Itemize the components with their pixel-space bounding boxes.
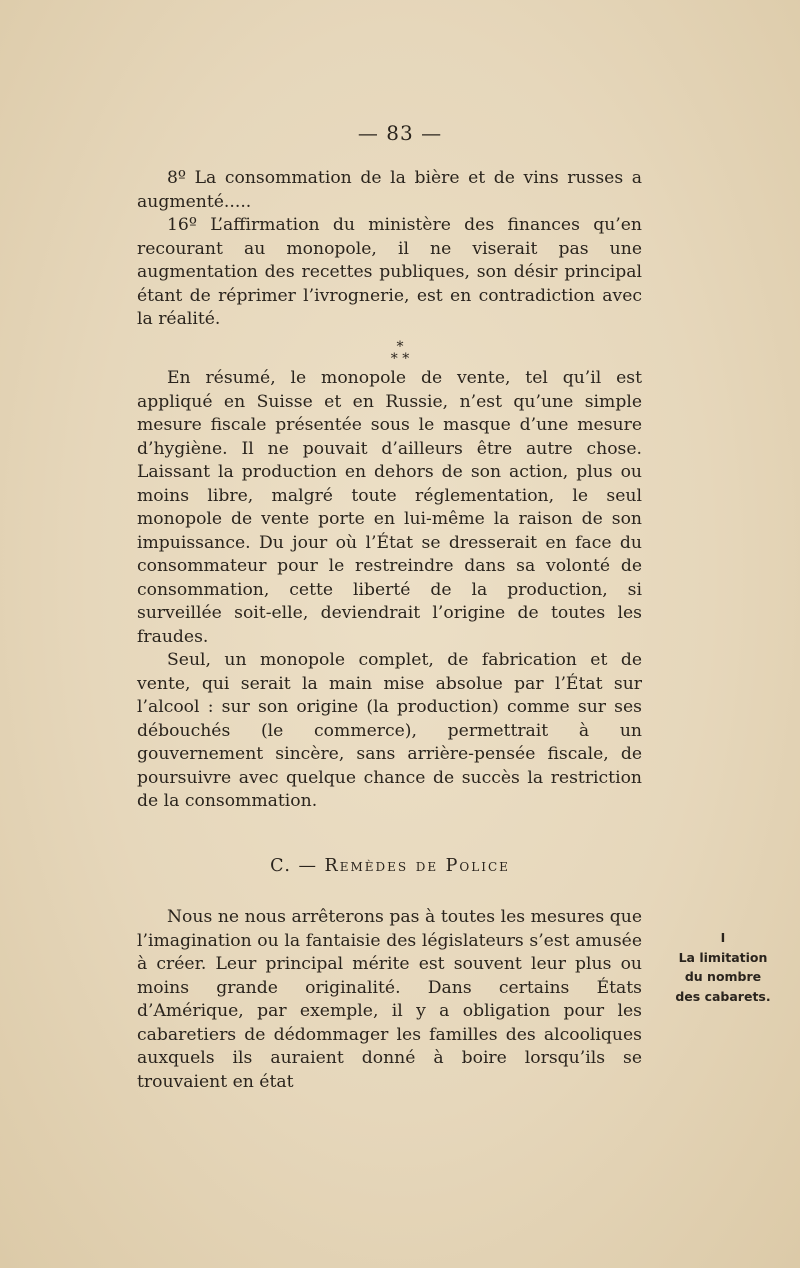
text-block-police (137, 906, 642, 1094)
section-prefix: C. — (270, 856, 325, 876)
paragraph: 16º L’affirmation du ministère des finances qu’en recourant au monopole, il ne viserait pas une augmentation des recettes publiques, son désir principal étant de réprimer l’ivrognerie, est en contradiction avec la réalité. (137, 215, 642, 329)
page-number: — 83 — (357, 121, 443, 145)
paragraph: Nous ne nous arrêterons pas à toutes les mesures que l’imagination ou la fantaisie des législateurs s’est amusée à créer. Leur principal mérite est souvent leur plus ou moins grande originalité. Dans certains États d’Amérique, par exemple, il y a obligation pour les cabaretiers de dédommager les familles des alcooliques auxquels ils auraient donné à boire lorsqu’ils se trouvaient en état (137, 907, 642, 1092)
text-block-summary (137, 367, 642, 814)
asterism-top: * (396, 339, 404, 355)
asterism-bottom: * * (390, 351, 410, 367)
margin-note-numeral: I (720, 930, 726, 945)
text-block-enumeration (137, 167, 642, 332)
paragraph: Seul, un monopole complet, de fabrication et de vente, qui serait la main mise absolue par l’État sur l’alcool : sur son origine (la production) comme sur ses débouchés (le commerce), permettrait à un gouvernement sincère, sans arrière-pensée fiscale, de poursuivre avec quelque chance de succès la restriction de la consommation. (137, 650, 642, 811)
paragraph: En résumé, le monopole de vente, tel qu’il est appliqué en Suisse et en Russie, n’est qu’une simple mesure fiscale présentée sous le masque d’une mesure d’hygiène. Il ne pouvait d’ailleurs être autre chose. Laissant la production en dehors de son action, plus ou moins libre, malgré toute réglementation, le seul monopole de vente porte en lui-même la raison de son impuissance. Du jour où l’État se dresserait en face du consommateur pour le restreindre dans sa volonté de consommation, cette liberté de la production, si surveillée soit-elle, deviendrait l’origine de toutes les fraudes. (137, 368, 642, 647)
margin-note-line: La limitation (678, 949, 768, 965)
section-heading (0, 856, 780, 876)
margin-note-line: du nombre (684, 969, 762, 984)
section-title: Remèdes de Police (324, 856, 510, 876)
margin-note-line: des cabarets. (675, 988, 771, 1004)
asterism-separator (0, 341, 800, 365)
paragraph: 8º La consommation de la bière et de vins russes a augmenté..... (137, 168, 642, 212)
margin-note (648, 928, 798, 1006)
